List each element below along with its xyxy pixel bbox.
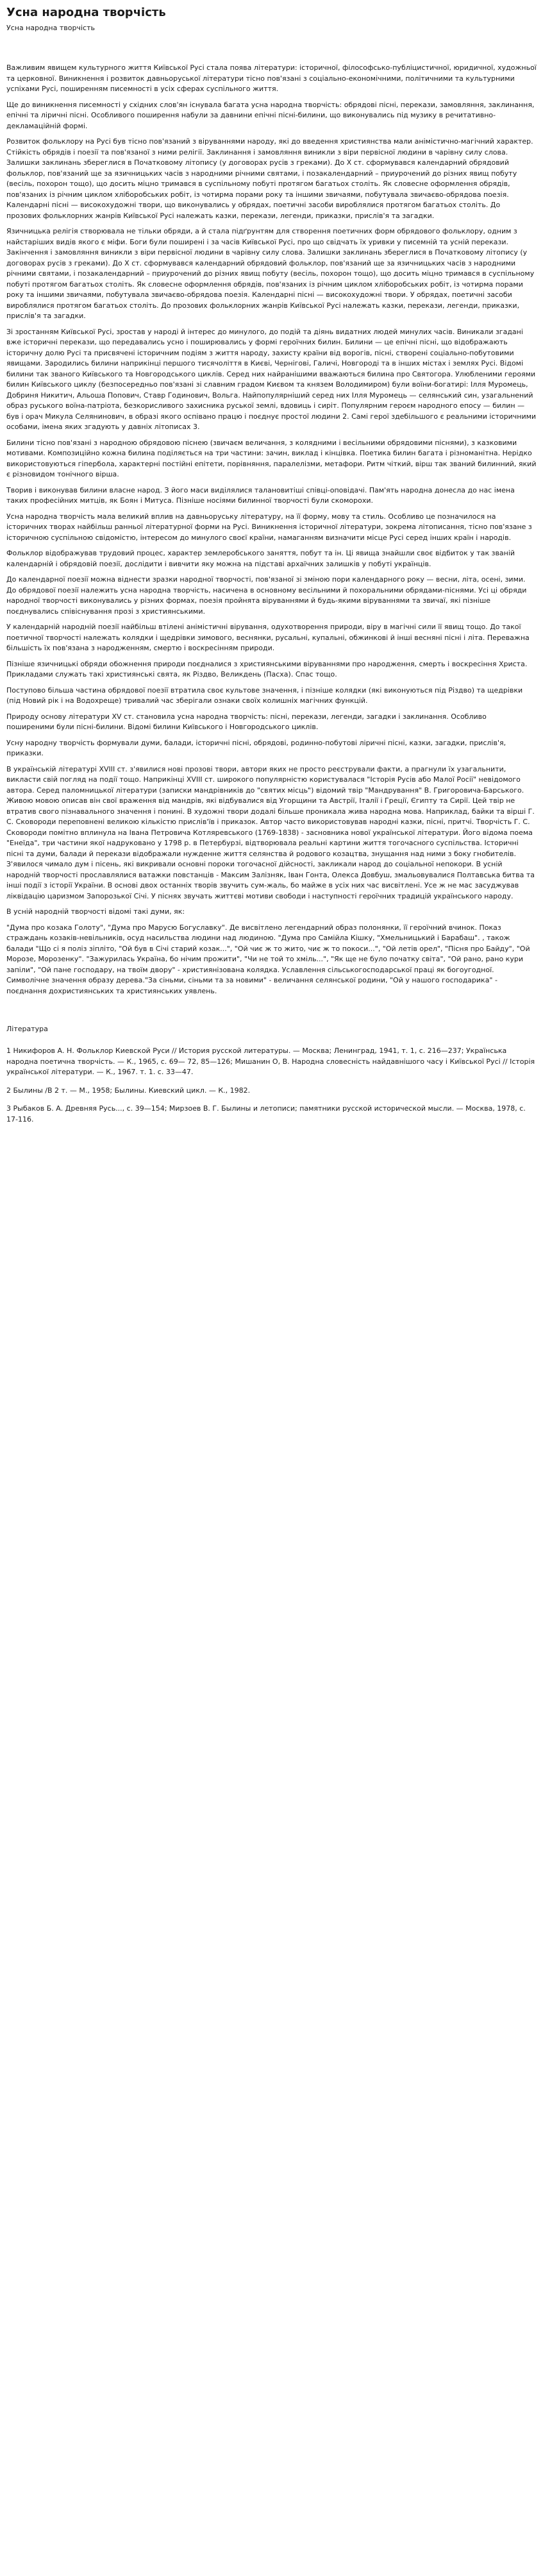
references-list: [6, 1046, 537, 1125]
paragraph: Важливим явищем культурного життя Київської Русі стала поява літератури: історичної, філософсько-публіцистичної, юридичної, художньої та церковної. Виникнення і розвиток давньоруської літератури тісно пов'язані з соціально-економічними, політичними та культурними успіхами Русі, поширенням писемності в усіх сферах суспільного життя.: [6, 63, 537, 93]
paragraph: У календарній народній поезії найбільш втілені анімістичні вірування, одухотворення природи, віру в магічні сили її явищ тощо. До такої поетичної творчості належать колядки і щедрівки зимового, веснянки, русальні, купальні, обжинкові й інші весняні пісні і літа. Переважна більшість їх пов'язана з народженням, смертю і воскресінням природи.: [6, 623, 530, 652]
paragraph: Билини тісно пов'язані з народною обрядовою піснею (звичаєм величання, з колядними і весільними обрядовими піснями), з казковими мотивами. Композиційно кожна билина поділяється на три частини: зачин, виклад і кінцівка. Поетика билин багата і різноманітна. Нерідко використовуються гіпербола, характерні постійні епітети, порівняння, паралелізми, метафори. Ритм чіткий, вірш так званий билинний, який є різновидом тонічного вірша.: [6, 438, 537, 478]
reference-item: 2 Былины /В 2 т. — М., 1958; Былины. Киевский цикл. — К., 1982.: [6, 1086, 251, 1095]
references-heading: Література: [6, 1025, 48, 1033]
document-page: [0, 0, 543, 1125]
page-title: Усна народна творчість: [6, 6, 166, 19]
paragraph: Творив і виконував билини власне народ. З його маси виділялися талановитіші співці-оповідачі. Пам'ять народна донесла до нас імена таких професійних митців, як Боян і Митуса. Пізніше носіями билинної творчості були скоморохи.: [6, 485, 515, 505]
paragraph: Пізніше язичницькі обряди обожнення природи поєдналися з християнськими віруваннями про народження, смерть і воскресіння Христа. Прикладами служать такі християнські свята, як Різдво, Великдень (Пасха). Спас тощо.: [6, 659, 528, 678]
paragraph: Зі зростанням Київської Русі, зростав у народі й інтерес до минулого, до подій та діянь видатних людей минулих часів. Виникали згадані вже історичні перекази, що передавались усно і поширювались у формі героїчних билин. Билини — це епічні пісні, що відображають історичну долю Русі та присвячені історичним подіям з життя народу, захисту країни від ворогів, пісні, створені соціально-побутовими явищами. Зародились билини наприкінці першого тисячоліття в Києві, Чернігові, Галичі, Новгороді та в інших містах і землях Русі. Відомі билини так званого Київського та Новгородського циклів. Серед них найранішими вважаються билина про Святогора. Улюбленими героями билин Київського циклу (безпосередньо пов'язані зі славним градом Києвом та князем Володимиром) були воїни-богатирі: Ілля Муромець, Добриня Никитич, Альоша Попович, Ставр Годинович, Вольга. Найпопулярніший серед них Ілля Муромець — селянський син, узагальнений образ руського воїна-патріота, безкорисливого захисника руської землі, вдовиць і сиріт. Популярним героєм народного епосу — билин — був і орач Микула Селянинович, в образі якого оспівано працю і поєднує простої людини 2. Самі герої здебільшого є реальними історичними особами, імена яких згадують у давніх літописах 3.: [6, 327, 537, 431]
paragraph: "Дума про козака Голоту", "Дума про Марусю Богуславку". Де висвітлено легендарний образ полонянки, її героїчний вчинок. Показ страждань козаків-невільників, осуд насильства людини над людиною. "Дума про Самійла Кішку, "Хмельницький і Барабаш". , також балади "Що сі я поліз зіпліто, "Ой був в Січі старий козак...", "Ой чиє ж то жито, чиє ж то покоси...", "Ой летів орел", "Пісня про Байду", "Ой Морозе, Морозенку". "Зажурилась Україна, бо нічим прожити", "Чи не той то хміль...", "Як ще не було початку світа", "Ой рано, рано кури запіли", "Ой пане господару, на твоїм двору" - християнізована колядка. Уславлення сільськогосподарської праці як богоугодної. Символічне значення образу дерева."За сіньми, сіньми та за новими" - величання селянської родини, "Ой у нашого господарика" - поєднання дохристиянських та християнських уявлень.: [6, 923, 530, 995]
paragraph: В українській літературі XVIII ст. з'явилися нові прозові твори, автори яких не просто реєстрували факти, а прагнули їх узагальнити, викласти свій погляд на події тощо. Наприкінці XVIII ст. широкого популярністю користувалася "Історія Русів або Малої Росії" невідомого автора. Серед паломницької літератури (записки мандрівників до "святих місць") відомий твір "Мандрування" В. Григоровича-Барського. Живою мовою описав він свої враження від мандрів, які відбувалися від Угорщини та Австрії, Італії і Греції, Єгипту та Сирії. Цей твір не втратив свого пізнавального значення і понині. В художні твори додалі більше проникала жива народна мова. Наприклад, байки та вірші Г. С. Сковороди переповнені великою кількістю прислів'їв і приказок. Автор часто використовував народні казки, пісні, притчі. Творчість Г. С. Сковороди помітно вплинула на Івана Петровича Котляревського (1769-1838) - засновника нової української літератури. Його відома поема "Енеїда", три частини якої надруковано у 1798 р. в Петербурзі, відтворювала реальні картини життя тогочасного суспільства. Історичні пісні та думи, балади й перекази відображали нужденне життя селянства й родового козацтва, знущання над ними з боку гнобителів. З'явилося чимало дум і пісень, які викривали основні пороки тогочасної дійсності, закликали народ до соціальної непокори. В усній народній творчості прославлялися ватажки повстанців - Максим Залізняк, Іван Гонта, Олекса Довбуш, змальовувалися Полтавська битва та інші події з історії України. В основі двох останніх творів звучить сум-жаль, бо майже в усіх них час висвітлені. Усе ж не мас засуджував ліквідацію царизмом Запорозької Січі. У піснях звучать життєві мотиви свободи і наступності героїчних традицій українського народу.: [6, 764, 535, 900]
paragraph: Усна народна творчість мала великий вплив на давньоруську літературу, на її форму, мову та стиль. Особливо це позначилося на історичних творах найбільш ранньої літературної форми на Русі. Виникнення історичної літератури, зокрема літописання, тісно пов'язане з історичною суспільною свідомістю, інтересом до минулого своєї країни, намаганням визначити місце Русі серед інших країн і народів.: [6, 512, 532, 542]
paragraph: Усну народну творчість формували думи, балади, історичні пісні, обрядові, родинно-побутові ліричні пісні, казки, загадки, прислів'я, приказки.: [6, 738, 506, 757]
paragraph: Природу основу літератури XV ст. становила усна народна творчість: пісні, перекази, легенди, загадки і заклинання. Особливо поширеними були пісні-билини. Відомі билини Київського і Новгородського циклів.: [6, 712, 487, 731]
paragraph: Поступово більша частина обрядової поезії втратила своє культове значення, і пізніше колядки (які виконуються під Різдво) та щедрівки (під Новий рік і на Водохреще) тривалий час зберігали ознаки своїх колишніх магічних функцій.: [6, 686, 523, 705]
paragraph: Розвиток фольклору на Русі був тісно пов'язаний з віруваннями народу, які до введення християнства мали анімістично-магічний характер. Стійкість обрядів і поезії та пов'язаної з ними релігії. Заклинання і замовляння виникли з віри первісної людини в чарівну силу слова. Залишки заклинань збереглися в Початковому літопису (у договорах русів з греками). До Х ст. сформувався календарний обрядовий фольклор, пов'язаний ще за язичницьких часів з народними річними святами, і позакалендарний – приурочений до різних явищ побуту (весіль, похорон тощо), що досить міцно тримався в суспільному побуті протягом багатьох століть. Як словесне оформлення обрядів, пов'язаних із річним циклом хліборобських робіт, із чотирма порами року та іншими звичаями, побутувала звичаєво-обрядова поезія. Календарні пісні — високохудожні твори, що виконувались у обрядах, поетичні засоби вироблялися протягом багатьох століть. До прозових фольклорних жанрів Київської Русі належать казки, перекази, легенди, приказки, прислів'я та загадки.: [6, 137, 533, 220]
page-subtitle: Усна народна творчість: [6, 24, 95, 32]
paragraph: Ще до виникнення писемності у східних слов'ян існувала багата усна народна творчість: обрядові пісні, перекази, замовляння, заклинання, епічні та ліричні пісні. Особливого поширення набули за давнини епічні пісні-билини, що виконувались під музику в речитативно-декламаційній формі.: [6, 100, 535, 130]
paragraph: До календарної поезії можна віднести зразки народної творчості, пов'язаної зі зміною пори календарного року — весни, літа, осені, зими. До обрядової поезії належить усна народна творчість, насичена в основному весільними й похоральними обрядами-піснями. Усі ці обряди народної творчості виконувались у різних формах, поезія пройнята віруваннями й будь-якими віруваннями та звичаї, які пізніше поєднувались співіснування прозі з християнськими.: [6, 575, 527, 616]
reference-item: 1 Никифоров А. Н. Фольклор Киевской Руси // История русской литературы. — Москва; Ленинград, 1941, т. 1, с. 216—237; Українська народна поетична творчість. — К., 1965, с. 69— 72, 85—126; Мишанин О, В. Народна словесність найдавнішого часу і Київської Русі // Історія української літератури. — К., 1967. т. 1. с. 33—47.: [6, 1047, 535, 1076]
paragraph: В усній народній творчості відомі такі думи, як:: [6, 907, 185, 916]
paragraph: Язичницька релігія створювала не тільки обряди, а й стала підґрунтям для створення поетичних форм обрядового фольклору, одним з найстаріших видів якого є міфи. Боги були поширені і за часів Київської Русі, про що свідчать їх уривки у писемній та усній перекази. Закінчення і замовляння виникли з віри первісної людини в чарівну силу слова. Залишки заклинань збереглися в Початковому літопису (у договорах русів з греками). До Х ст. сформувався календарний обрядовий фольклор, пов'язаний ще за язичницьких часів з народними річними святами, і позакалендарний – приурочений до різних явищ побуту (весіль, похорон тощо), що досить міцно тримався в суспільному побуті протягом багатьох століть. Як словесне оформлення обрядів, пов'язаних із річним циклом хліборобських робіт, із чотирма порами року та іншими звичаями, побутувала звичаєво-обрядова поезія. Календарні пісні — високохудожні твори. У обрядах, поетичні засоби вироблялися протягом багатьох століть. До прозових фольклорних жанрів Київської Русі належать казки, перекази, легенди, приказки, прислів'я та загадки.: [6, 227, 535, 320]
article-body: [6, 63, 537, 997]
paragraph: Фольклор відображував трудовий процес, характер землеробського заняття, побут та ін. Ці явища знайшли своє відбиток у так званій календарній і обрядовій поезії, дослідити і вивчити яку можна на підставі архаїчних залишків у побуті українців.: [6, 549, 515, 568]
reference-item: 3 Рыбаков Б. А. Древняя Русь..., с. 39—154; Мирзоев В. Г. Былины и летописи; памятники русской исторической мысли. — Москва, 1978, с. 17-116.: [6, 1104, 526, 1124]
